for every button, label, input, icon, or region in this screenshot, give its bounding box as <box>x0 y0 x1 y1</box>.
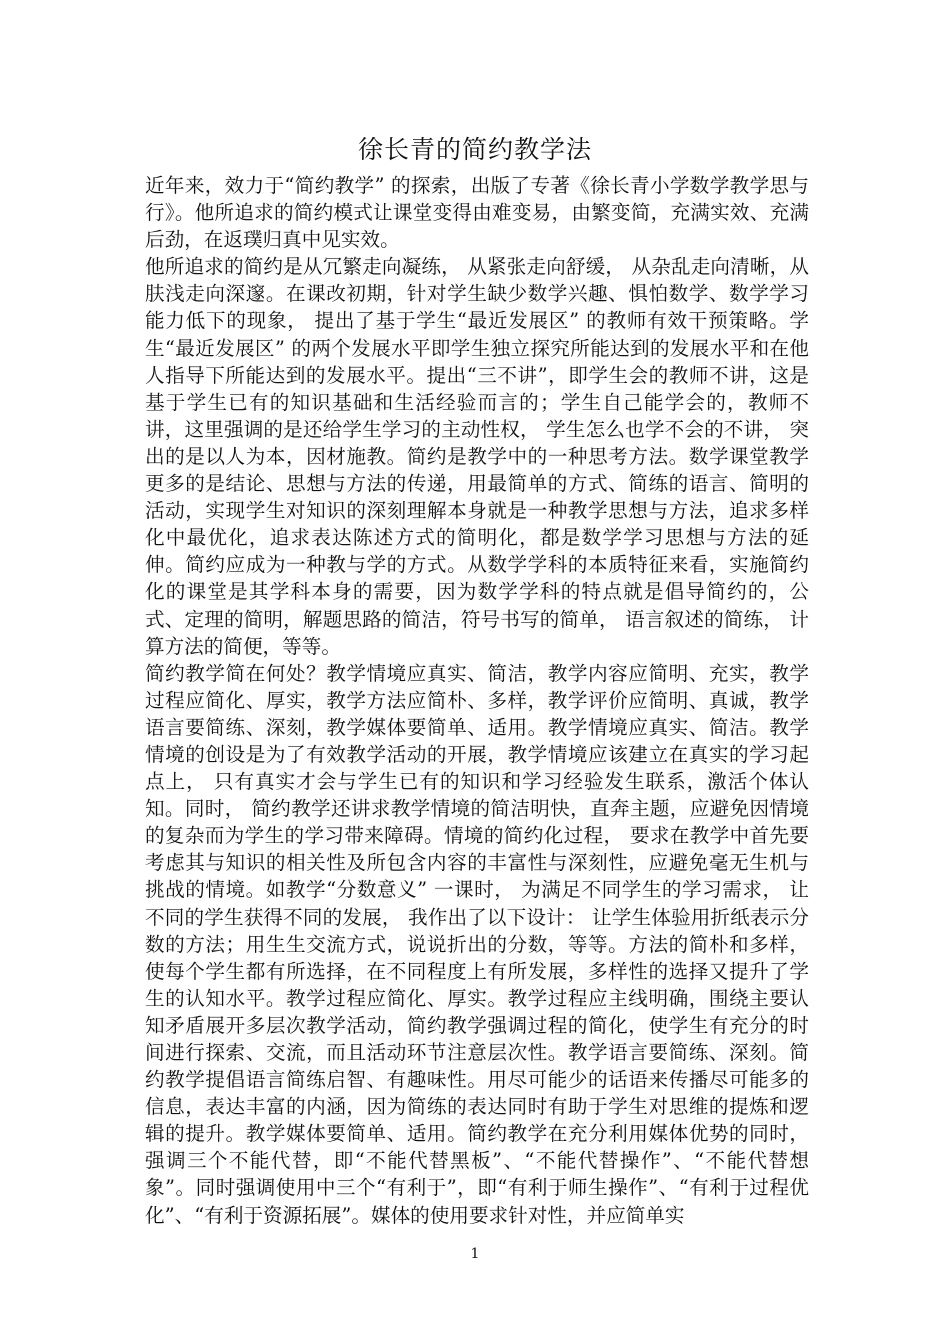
document-body <box>145 172 809 1229</box>
paragraph: 近年来，效力于“简约教学” 的探索，出版了专著《徐长青小学数学教学思与行》。他所追求的简约模式让课堂变得由难变易，由繁变简，充满实效、充满后劲，在返璞归真中见实效。 <box>145 174 809 252</box>
page-number: 1 <box>470 1246 480 1262</box>
paragraph: 他所追求的简约是从冗繁走向凝练， 从紧张走向舒缓， 从杂乱走向清晰，从肤浅走向深邃。在课改初期，针对学生缺少数学兴趣、惧怕数学、数学学习能力低下的现象， 提出了基于学生“最近发展区” 的教师有效干预策略。学生“最近发展区” 的两个发展水平即学生独立探究所能达到的发展水平和在他人指导下所能达到的发展水平。提出“三不讲”，即学生会的教师不讲，这是基于学生已有的知识基础和生活经验而言的；学生自己能学会的，教师不讲，这里强调的是还给学生学习的主动性权， 学生怎么也学不会的不讲， 突出的是以人为本，因材施教。简约是教学中的一种思考方法。数学课堂教学更多的是结论、思想与方法的传递，用最简单的方式、简练的语言、简明的活动，实现学生对知识的深刻理解本身就是一种教学思想与方法，追求多样化中最优化，追求表达陈述方式的简明化，都是数学学习思想与方法的延伸。简约应成为一种教与学的方式。从数学学科的本质特征来看，实施简约化的课堂是其学科本身的需要，因为数学学科的特点就是倡导简约的，公式、定理的简明，解题思路的简洁，符号书写的简单， 语言叙述的简练， 计算方法的简便，等等。 <box>145 255 809 658</box>
document-title: 徐长青的简约教学法 <box>357 135 592 164</box>
paragraph: 简约教学简在何处？教学情境应真实、简洁，教学内容应简明、充实，教学过程应简化、厚实，教学方法应简朴、多样，教学评价应简明、真诚，教学语言要简练、深刻，教学媒体要简单、适用。教学情境应真实、简洁。教学情境的创设是为了有效教学活动的开展，教学情境应该建立在真实的学习起点上， 只有真实才会与学生已有的知识和学习经验发生联系，激活个体认知。同时， 简约教学还讲求教学情境的简洁明快，直奔主题，应避免因情境的复杂而为学生的学习带来障碍。情境的简约化过程， 要求在教学中首先要考虑其与知识的相关性及所包含内容的丰富性与深刻性，应避免毫无生机与挑战的情境。如教学“分数意义” 一课时， 为满足不同学生的学习需求， 让不同的学生获得不同的发展， 我作出了以下设计： 让学生体验用折纸表示分数的方法；用生生交流方式，说说折出的分数，等等。方法的简朴和多样，使每个学生都有所选择，在不同程度上有所发展，多样性的选择又提升了学生的认知水平。教学过程应简化、厚实。教学过程应主线明确，围绕主要认知矛盾展开多层次教学活动，简约教学强调过程的简化，使学生有充分的时间进行探索、交流，而且活动环节注意层次性。教学语言要简练、深刻。简约教学提倡语言简练启智、有趣味性。用尽可能少的话语来传播尽可能多的信息，表达丰富的内涵，因为简练的表达同时有助于学生对思维的提炼和逻辑的提升。教学媒体要简单、适用。简约教学在充分利用媒体优势的同时，强调三个不能代替，即“不能代替黑板”、“不能代替操作”、“不能代替想象”。同时强调使用中三个“有利于”，即“有利于师生操作”、“有利于过程优化”、“有利于资源拓展”。媒体的使用要求针对性，并应简单实 <box>145 661 809 1227</box>
